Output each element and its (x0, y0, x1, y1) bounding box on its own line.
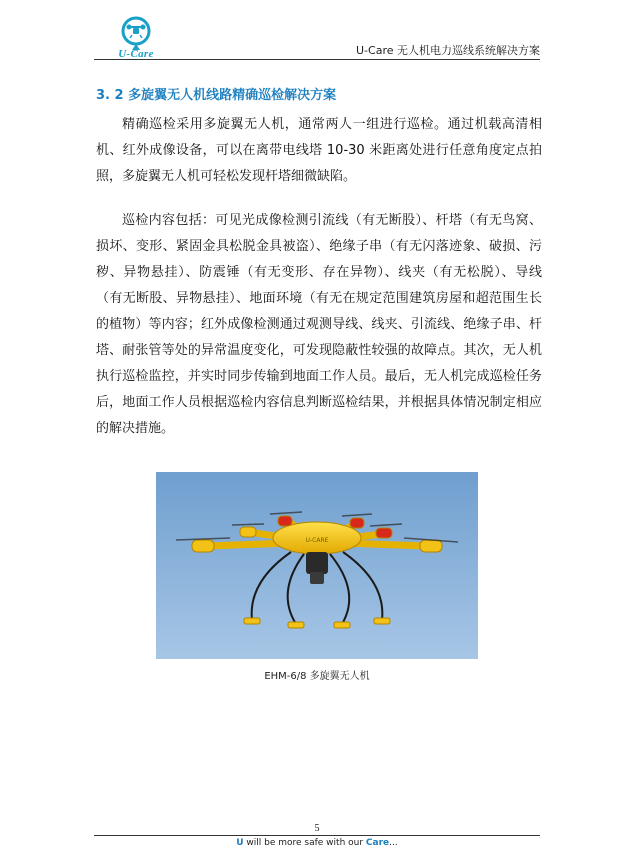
logo-text: U-Care (118, 48, 154, 60)
header-divider (94, 59, 540, 60)
footer-divider (94, 835, 540, 836)
page-number: 5 (314, 823, 320, 834)
section-title: 3. 2 多旋翼无人机线路精确巡检解决方案 (96, 88, 337, 103)
footer-slogan-middle: will be more safe with our (243, 838, 366, 848)
paragraph-1-text: 精确巡检采用多旋翼无人机，通常两人一组进行巡检。通过机载高清相机、红外成像设备，可以在离带电线塔 10-30 米距离处进行任意角度定点拍照，多旋翼无人机可轻松发现杆塔细微缺陷。 (96, 117, 542, 184)
footer-slogan-ellipsis: ... (389, 838, 398, 848)
drone-photo (156, 472, 478, 659)
logo (108, 14, 164, 60)
hexacopter-drone-icon (156, 472, 478, 659)
paragraph-2-text: 巡检内容包括：可见光成像检测引流线（有无断股）、杆塔（有无鸟窝、损坏、变形、紧固金具松脱金具被盗）、绝缘子串（有无闪落迹象、破损、污秽、异物悬挂）、防震锤（有无变形、存在异物）、线夹（有无松脱）、导线（有无断股、异物悬挂）、地面环境（有无在规定范围建筑房屋和超范围生长的植物）等内容；红外成像检测通过观测导线、线夹、引流线、绝缘子串、杆塔、耐张管等处的异常温度变化，可发现隐蔽性较强的故障点。其次，无人机执行巡检监控，并实时同步传输到地面工作人员。最后，无人机完成巡检任务后，地面工作人员根据巡检内容信息判断巡检结果，并根据具体情况制定相应的解决措施。 (96, 213, 542, 436)
drone-logo-icon (108, 14, 164, 50)
figure-caption: EHM-6/8 多旋翼无人机 (264, 671, 370, 682)
drone-body-label: U-CARE (305, 537, 329, 544)
paragraph-1 (96, 112, 542, 190)
footer-slogan (0, 838, 634, 848)
footer-slogan-u: U (236, 838, 244, 848)
footer-slogan-brand: Care (365, 838, 390, 848)
paragraph-2 (96, 208, 542, 442)
header-title: U-Care 无人机电力巡线系统解决方案 (356, 44, 540, 57)
